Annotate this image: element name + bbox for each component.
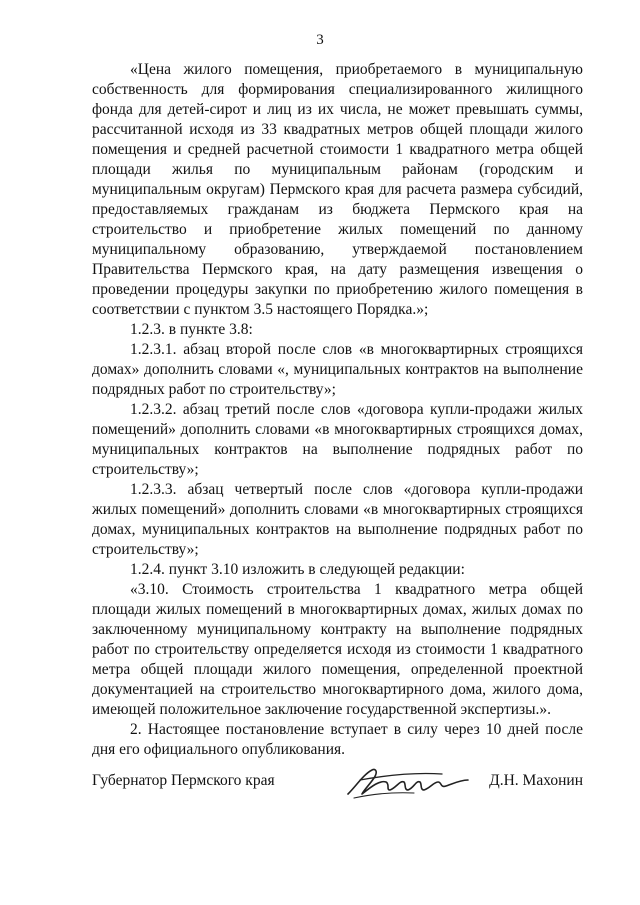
document-body xyxy=(92,60,583,760)
paragraph-1-2-3: 1.2.3. в пункте 3.8: xyxy=(130,321,253,338)
paragraph-3-10: «3.10. Стоимость строительства 1 квадратного метра общей площади жилых помещений в многоквартирных домах, жилых домах по заключенному муниципальному контракту на выполнение подрядных работ по строительству определяется исходя из стоимости 1 квадратного метра общей площади жилого помещения, определенной проектной документацией на строительство многоквартирного дома, жилого дома, имеющей положительное заключение государственной экспертизы.». xyxy=(92,581,583,718)
handwritten-signature-icon xyxy=(342,760,472,802)
paragraph-1-2-4: 1.2.4. пункт 3.10 изложить в следующей редакции: xyxy=(130,561,465,578)
paragraph-effective-date: 2. Настоящее постановление вступает в силу через 10 дней после дня его официального опубликования. xyxy=(92,721,583,758)
signature-block xyxy=(92,760,583,800)
paragraph-price-clause: «Цена жилого помещения, приобретаемого в муниципальную собственность для формирования специализированного жилищного фонда для детей-сирот и лиц из их числа, не может превышать суммы, рассчитанной исходя из 33 квадратных метров общей площади жилого помещения и средней расчетной стоимости 1 квадратного метра общей площади жилья по муниципальным районам (городским и муниципальным округам) Пермского края для расчета размера субсидий, предоставляемых гражданам из бюджета Пермского края на строительство и приобретение жилых помещений по данному муниципальному образованию, утверждаемой постановлением Правительства Пермского края, на дату размещения извещения о проведении процедуры закупки по приобретению жилого помещения в соответствии с пунктом 3.5 настоящего Порядка.»; xyxy=(92,61,583,318)
signer-title: Губернатор Пермского края xyxy=(92,772,275,789)
page-number: 3 xyxy=(316,32,324,48)
paragraph-1-2-3-2: 1.2.3.2. абзац третий после слов «договора купли-продажи жилых помещений» дополнить словами «в многоквартирных строящихся домах, муниципальных контрактов на выполнение подрядных работ по строительству»; xyxy=(92,401,583,478)
paragraph-1-2-3-1: 1.2.3.1. абзац второй после слов «в многоквартирных строящихся домах» дополнить словами «, муниципальных контрактов на выполнение подрядных работ по строительству»; xyxy=(92,341,583,398)
signer-name: Д.Н. Махонин xyxy=(489,772,583,789)
paragraph-1-2-3-3: 1.2.3.3. абзац четвертый после слов «договора купли-продажи жилых помещений» дополнить словами «в многоквартирных строящихся домах, муниципальных контрактов на выполнение подрядных работ по строительству»; xyxy=(92,481,583,558)
